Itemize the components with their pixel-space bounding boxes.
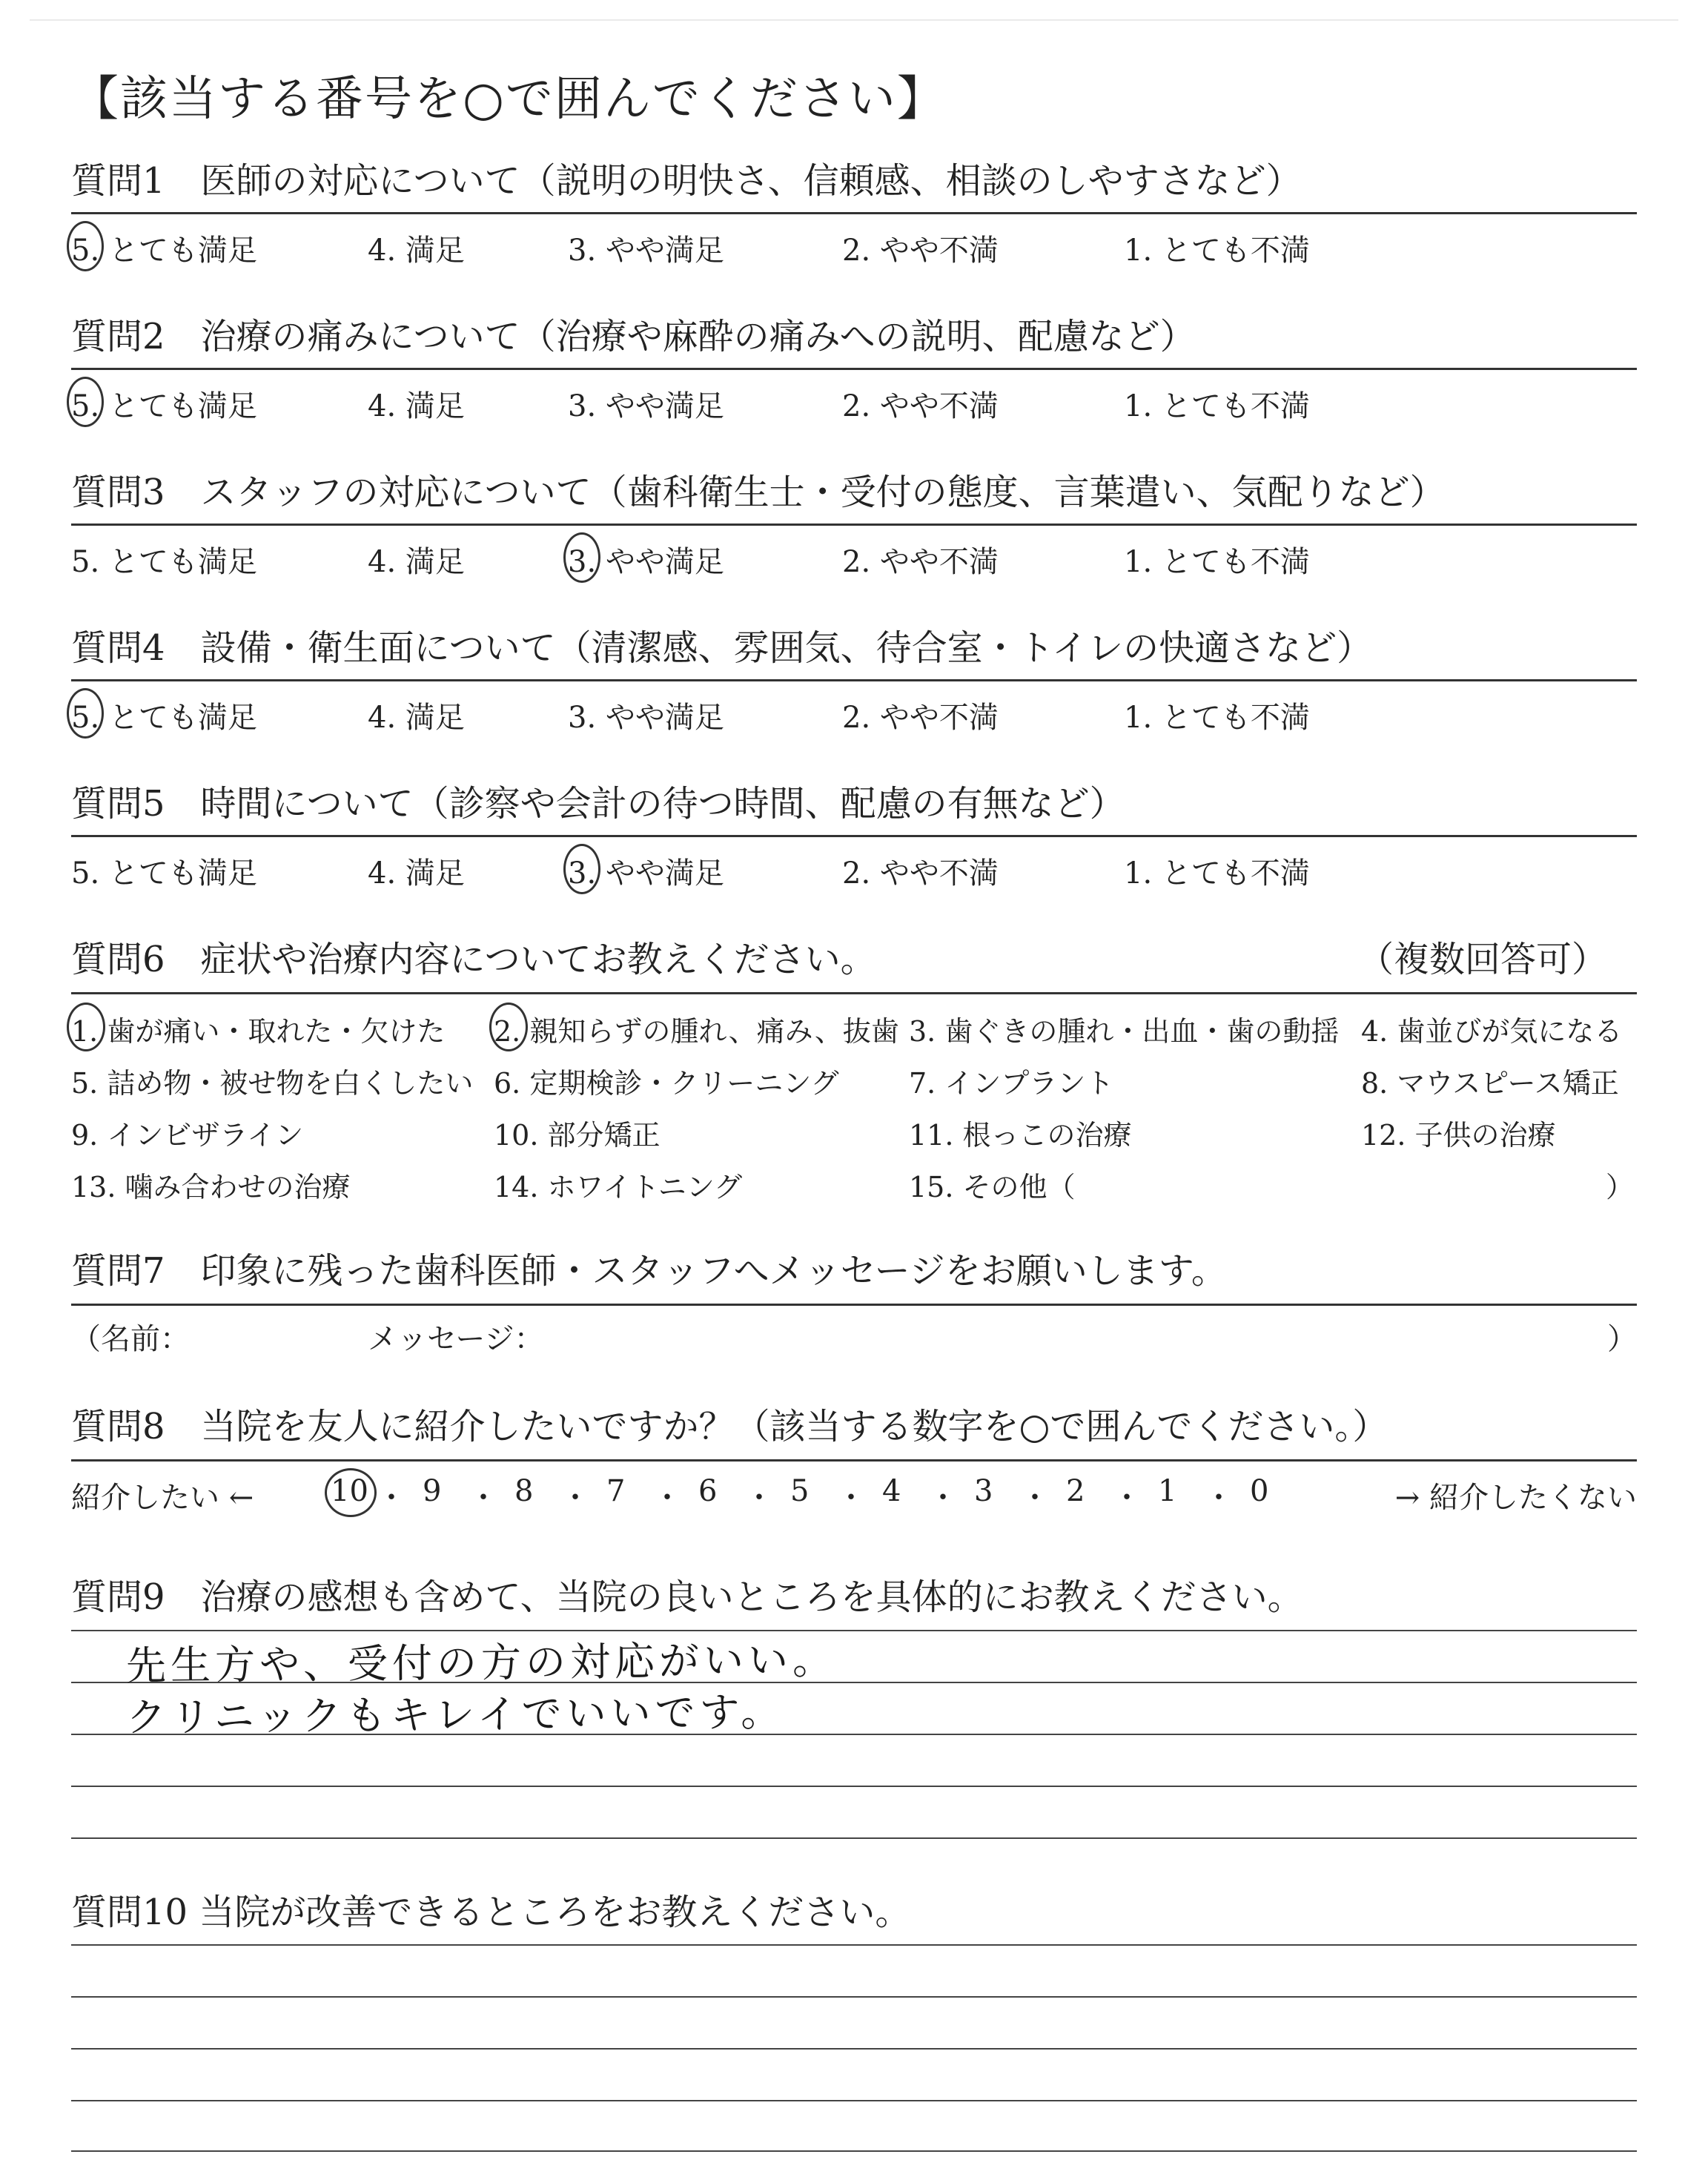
q9-line (71, 1837, 1637, 1839)
rating-option[interactable]: 5. とても満足 (71, 389, 257, 423)
q9-line (71, 1786, 1637, 1787)
rating-option[interactable]: 5. とても満足 (71, 234, 257, 268)
hand-drawn-circle (67, 221, 104, 271)
rating-option[interactable]: 3. やや満足 (568, 701, 724, 735)
rating-option[interactable]: 3. やや満足 (568, 856, 724, 891)
hand-drawn-circle (489, 1003, 528, 1051)
question-7-title: 質問7 印象に残った歯科医師・スタッフへメッセージをお願いします。 (71, 1250, 1227, 1292)
q6-option[interactable]: 4. 歯並びが気になる (1361, 1015, 1623, 1048)
q8-separator: ・ (836, 1481, 866, 1515)
q8-score-5[interactable]: 5 (790, 1474, 810, 1508)
question-1-rule (71, 212, 1637, 214)
q10-line (71, 2100, 1637, 2101)
q8-separator: ・ (652, 1481, 682, 1515)
q6-option[interactable]: 3. 歯ぐきの腫れ・出血・歯の動揺 (909, 1015, 1340, 1048)
q8-left-label: 紹介したい ← (71, 1481, 254, 1515)
q6-option[interactable]: 1. 歯が痛い・取れた・欠けた (71, 1015, 446, 1048)
hand-drawn-circle (67, 688, 104, 739)
q8-score-3[interactable]: 3 (974, 1474, 993, 1508)
hand-drawn-circle (563, 844, 600, 894)
q8-separator: ・ (928, 1481, 958, 1515)
q6-option[interactable]: 13. 噛み合わせの治療 (71, 1171, 351, 1203)
q8-separator: ・ (377, 1481, 406, 1515)
q6-option[interactable]: 6. 定期検診・クリーニング (494, 1067, 839, 1100)
rating-option[interactable]: 3. やや満足 (568, 545, 724, 579)
q6-option[interactable]: 5. 詰め物・被せ物を白くしたい (71, 1067, 474, 1100)
q8-score-10[interactable]: 10 (331, 1474, 368, 1508)
q6-option[interactable]: 11. 根っこの治療 (909, 1119, 1132, 1152)
q8-score-9[interactable]: 9 (423, 1474, 442, 1508)
question-3-rule (71, 524, 1637, 526)
q6-option[interactable]: 15. その他（ (909, 1171, 1076, 1203)
q8-score-8[interactable]: 8 (514, 1474, 534, 1508)
rating-option[interactable]: 4. 満足 (368, 545, 465, 579)
question-9-title: 質問9 治療の感想も含めて、当院の良いところを具体的にお教えください。 (71, 1576, 1303, 1618)
q7-close: ） (1607, 1322, 1637, 1356)
rating-option[interactable]: 1. とても不満 (1124, 545, 1310, 579)
q8-separator: ・ (560, 1481, 590, 1515)
question-4-title: 質問4 設備・衛生面について（清潔感、雰囲気、待合室・トイレの快適さなど） (71, 627, 1373, 669)
question-3 (71, 472, 1637, 586)
q10-line (71, 1944, 1637, 1946)
question-5-title: 質問5 時間について（診察や会計の待つ時間、配慮の有無など） (71, 783, 1125, 825)
q10-line (71, 2048, 1637, 2050)
question-1-title: 質問1 医師の対応について（説明の明快さ、信頼感、相談のしやすさなど） (71, 160, 1302, 202)
rating-option[interactable]: 4. 満足 (368, 701, 465, 735)
question-2-rule (71, 368, 1637, 370)
q7-message-label: メッセージ： (368, 1322, 544, 1356)
question-6 (71, 939, 1637, 1216)
question-4-rule (71, 679, 1637, 681)
rating-option[interactable]: 3. やや満足 (568, 389, 724, 423)
question-7 (71, 1250, 1637, 1357)
rating-option[interactable]: 1. とても不満 (1124, 856, 1310, 891)
hand-drawn-circle (325, 1468, 377, 1517)
q6-option[interactable]: 8. マウスピース矯正 (1361, 1067, 1619, 1100)
question-8-title: 質問8 当院を友人に紹介したいですか？（該当する数字を○で囲んでください。） (71, 1406, 1388, 1447)
q8-separator: ・ (1112, 1481, 1142, 1515)
rating-option[interactable]: 5. とても満足 (71, 856, 257, 891)
rating-option[interactable]: 1. とても不満 (1124, 701, 1310, 735)
scan-edge (30, 19, 1678, 21)
question-4 (71, 627, 1637, 742)
question-1 (71, 160, 1637, 274)
q9-line (71, 1630, 1637, 1631)
question-2-title: 質問2 治療の痛みについて（治療や麻酔の痛みへの説明、配慮など） (71, 316, 1196, 357)
q6-option[interactable]: 9. インビザライン (71, 1119, 304, 1152)
q6-option[interactable]: 14. ホワイトニング (494, 1171, 743, 1203)
q6-option[interactable]: 2. 親知らずの腫れ、痛み、抜歯 (494, 1015, 899, 1048)
hand-drawn-circle (563, 532, 600, 583)
question-2 (71, 316, 1637, 430)
question-3-title: 質問3 スタッフの対応について（歯科衛生士・受付の態度、言葉遣い、気配りなど） (71, 472, 1446, 513)
question-6-rule (71, 992, 1637, 994)
question-10-title: 質問10 当院が改善できるところをお教えください。 (71, 1892, 911, 1933)
rating-option[interactable]: 5. とても満足 (71, 545, 257, 579)
q8-score-4[interactable]: 4 (882, 1474, 901, 1508)
q10-line (71, 1996, 1637, 1998)
form-header: 【該当する番号を○で囲んでください】 (71, 72, 946, 127)
q7-name-label: （名前： (71, 1322, 190, 1356)
hand-drawn-circle (67, 377, 104, 427)
q8-separator: ・ (1204, 1481, 1234, 1515)
q10-line (71, 2150, 1637, 2152)
q8-score-2[interactable]: 2 (1066, 1474, 1085, 1508)
q6-other-close: ） (1606, 1171, 1635, 1203)
question-8-rule (71, 1459, 1637, 1462)
question-6-note: （複数回答可） (1357, 939, 1607, 980)
q8-right-label: → 紹介したくない (1394, 1481, 1637, 1515)
q9-answer-line-2: クリニックもキレイでいいです。 (125, 1688, 786, 1741)
rating-option[interactable]: 2. やや不満 (842, 856, 999, 891)
q8-separator: ・ (1020, 1481, 1050, 1515)
rating-option[interactable]: 1. とても不満 (1124, 234, 1310, 268)
rating-option[interactable]: 4. 満足 (368, 234, 465, 268)
q8-score-1[interactable]: 1 (1158, 1474, 1177, 1508)
q8-score-7[interactable]: 7 (606, 1474, 626, 1508)
q6-option[interactable]: 12. 子供の治療 (1361, 1119, 1556, 1152)
rating-option[interactable]: 5. とても満足 (71, 701, 257, 735)
question-6-title: 質問6 症状や治療内容についてお教えください。 (71, 939, 876, 980)
q6-option[interactable]: 7. インプラント (909, 1067, 1114, 1100)
rating-option[interactable]: 2. やや不満 (842, 234, 999, 268)
question-7-rule (71, 1304, 1637, 1306)
question-5-rule (71, 835, 1637, 837)
q8-separator: ・ (469, 1481, 498, 1515)
q6-option[interactable]: 10. 部分矯正 (494, 1119, 661, 1152)
rating-option[interactable]: 1. とても不満 (1124, 389, 1310, 423)
hand-drawn-circle (67, 1003, 105, 1051)
rating-option[interactable]: 4. 満足 (368, 856, 465, 891)
q8-separator: ・ (744, 1481, 774, 1515)
q9-answer-line-1: 先生方や、受付の方の対応がいい。 (125, 1636, 838, 1690)
q8-scale (71, 1474, 1637, 1515)
question-5 (71, 783, 1637, 897)
rating-option[interactable]: 2. やや不満 (842, 701, 999, 735)
rating-option[interactable]: 2. やや不満 (842, 545, 999, 579)
q8-score-0[interactable]: 0 (1250, 1474, 1269, 1508)
rating-option[interactable]: 4. 満足 (368, 389, 465, 423)
rating-option[interactable]: 2. やや不満 (842, 389, 999, 423)
rating-option[interactable]: 3. やや満足 (568, 234, 724, 268)
q8-score-6[interactable]: 6 (698, 1474, 718, 1508)
